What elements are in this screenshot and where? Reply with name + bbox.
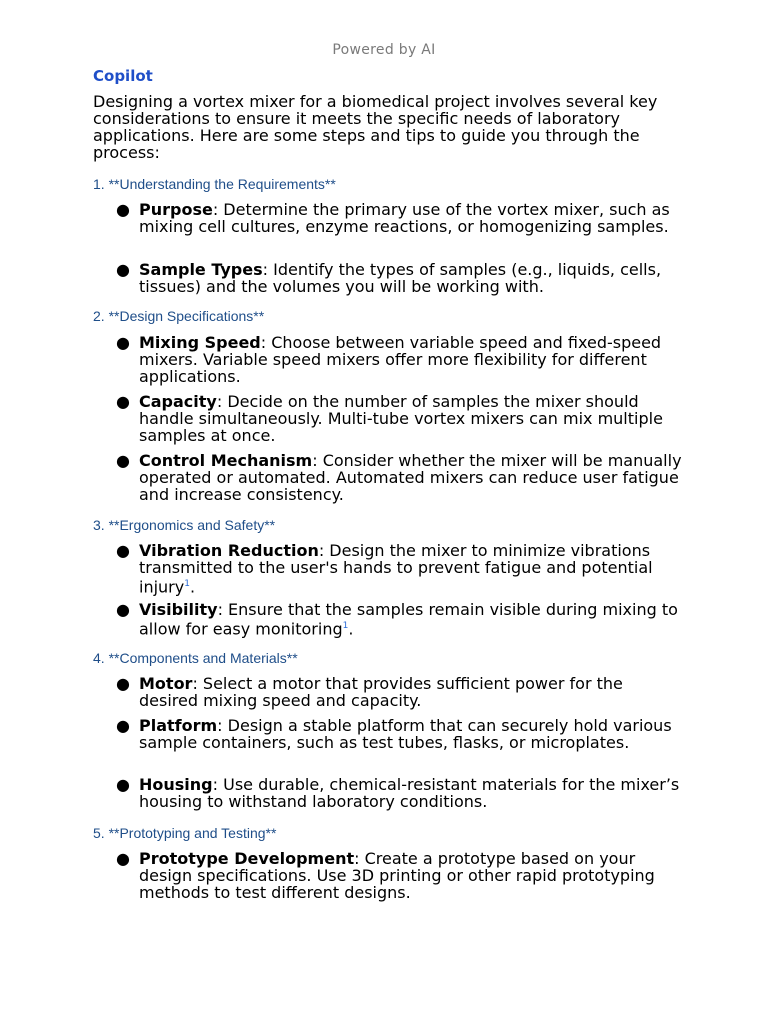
- item-text: : Ensure that the samples remain visible during mixing to allow for easy monitoring: [139, 600, 678, 639]
- item-term: Housing: [139, 775, 213, 794]
- bullet-icon: ●: [116, 260, 130, 279]
- list-item: [116, 675, 686, 709]
- item-term: Capacity: [139, 392, 217, 411]
- item-text: : Consider whether the mixer will be manually operated or automated. Automated mixers can reduce user fatigue and increase consistency.: [139, 451, 682, 504]
- section-title-ergonomics-safety: 3. **Ergonomics and Safety**: [93, 517, 276, 533]
- item-text: : Use durable, chemical-resistant materials for the mixer’s housing to withstand laboratory conditions.: [139, 775, 680, 811]
- item-text: : Design the mixer to minimize vibrations transmitted to the user's hands to prevent fatigue and potential injury: [139, 541, 653, 597]
- item-term: Control Mechanism: [139, 451, 313, 470]
- bullet-icon: ●: [116, 775, 130, 794]
- item-tail: .: [348, 619, 354, 639]
- intro-paragraph: Designing a vortex mixer for a biomedical project involves several key considerations to ensure it meets the specific needs of laboratory applications. Here are some steps and tips to guide you through the process:: [93, 92, 658, 162]
- item-term: Platform: [139, 716, 218, 735]
- list-item: [116, 601, 686, 637]
- list-item: [116, 542, 686, 595]
- item-text: : Determine the primary use of the vortex mixer, such as mixing cell cultures, enzyme reactions, or homogenizing samples.: [139, 200, 670, 236]
- bullet-icon: ●: [116, 333, 130, 352]
- powered-by-label: Powered by AI: [332, 42, 436, 58]
- item-text: : Identify the types of samples (e.g., liquids, cells, tissues) and the volumes you will be working with.: [139, 260, 662, 296]
- list-item: [116, 393, 686, 444]
- item-term: Motor: [139, 674, 193, 693]
- item-term: Vibration Reduction: [139, 541, 319, 560]
- item-term: Sample Types: [139, 260, 263, 279]
- section-title-prototyping-testing: 5. **Prototyping and Testing**: [93, 825, 277, 841]
- item-text: : Choose between variable speed and fixed-speed mixers. Variable speed mixers offer more flexibility for different applications.: [139, 333, 662, 386]
- bullet-icon: ●: [116, 451, 130, 470]
- list-item: [116, 452, 686, 503]
- list-item: [116, 334, 686, 385]
- section-title-design-specifications: 2. **Design Specifications**: [93, 308, 265, 324]
- section-title-requirements: 1. **Understanding the Requirements**: [93, 176, 336, 192]
- bullet-icon: ●: [116, 716, 130, 735]
- bullet-icon: ●: [116, 392, 130, 411]
- section-title-components-materials: 4. **Components and Materials**: [93, 650, 298, 666]
- citation-link[interactable]: 1: [184, 579, 190, 589]
- item-text: : Design a stable platform that can securely hold various sample containers, such as test tubes, flasks, or microplates.: [139, 716, 672, 752]
- list-item: [116, 776, 686, 810]
- bullet-icon: ●: [116, 200, 130, 219]
- bullet-icon: ●: [116, 849, 130, 868]
- item-term: Purpose: [139, 200, 213, 219]
- list-item: [116, 261, 686, 295]
- item-tail: .: [189, 577, 196, 597]
- item-text: : Create a prototype based on your design specifications. Use 3D printing or other rapid prototyping methods to test different designs.: [139, 849, 655, 902]
- citation-link[interactable]: 1: [342, 621, 349, 631]
- item-term: Mixing Speed: [139, 333, 261, 352]
- list-item: [116, 850, 686, 901]
- list-item: [116, 201, 686, 235]
- item-text: : Decide on the number of samples the mixer should handle simultaneously. Multi-tube vortex mixers can mix multiple samples at once.: [139, 392, 663, 445]
- item-text: : Select a motor that provides sufficient power for the desired mixing speed and capacity.: [139, 674, 623, 710]
- item-term: Prototype Development: [139, 849, 355, 868]
- bullet-icon: ●: [116, 600, 130, 619]
- list-item: [116, 717, 686, 751]
- assistant-name: Copilot: [93, 67, 153, 85]
- bullet-icon: ●: [116, 541, 130, 560]
- item-term: Visibility: [139, 600, 218, 619]
- bullet-icon: ●: [116, 674, 130, 693]
